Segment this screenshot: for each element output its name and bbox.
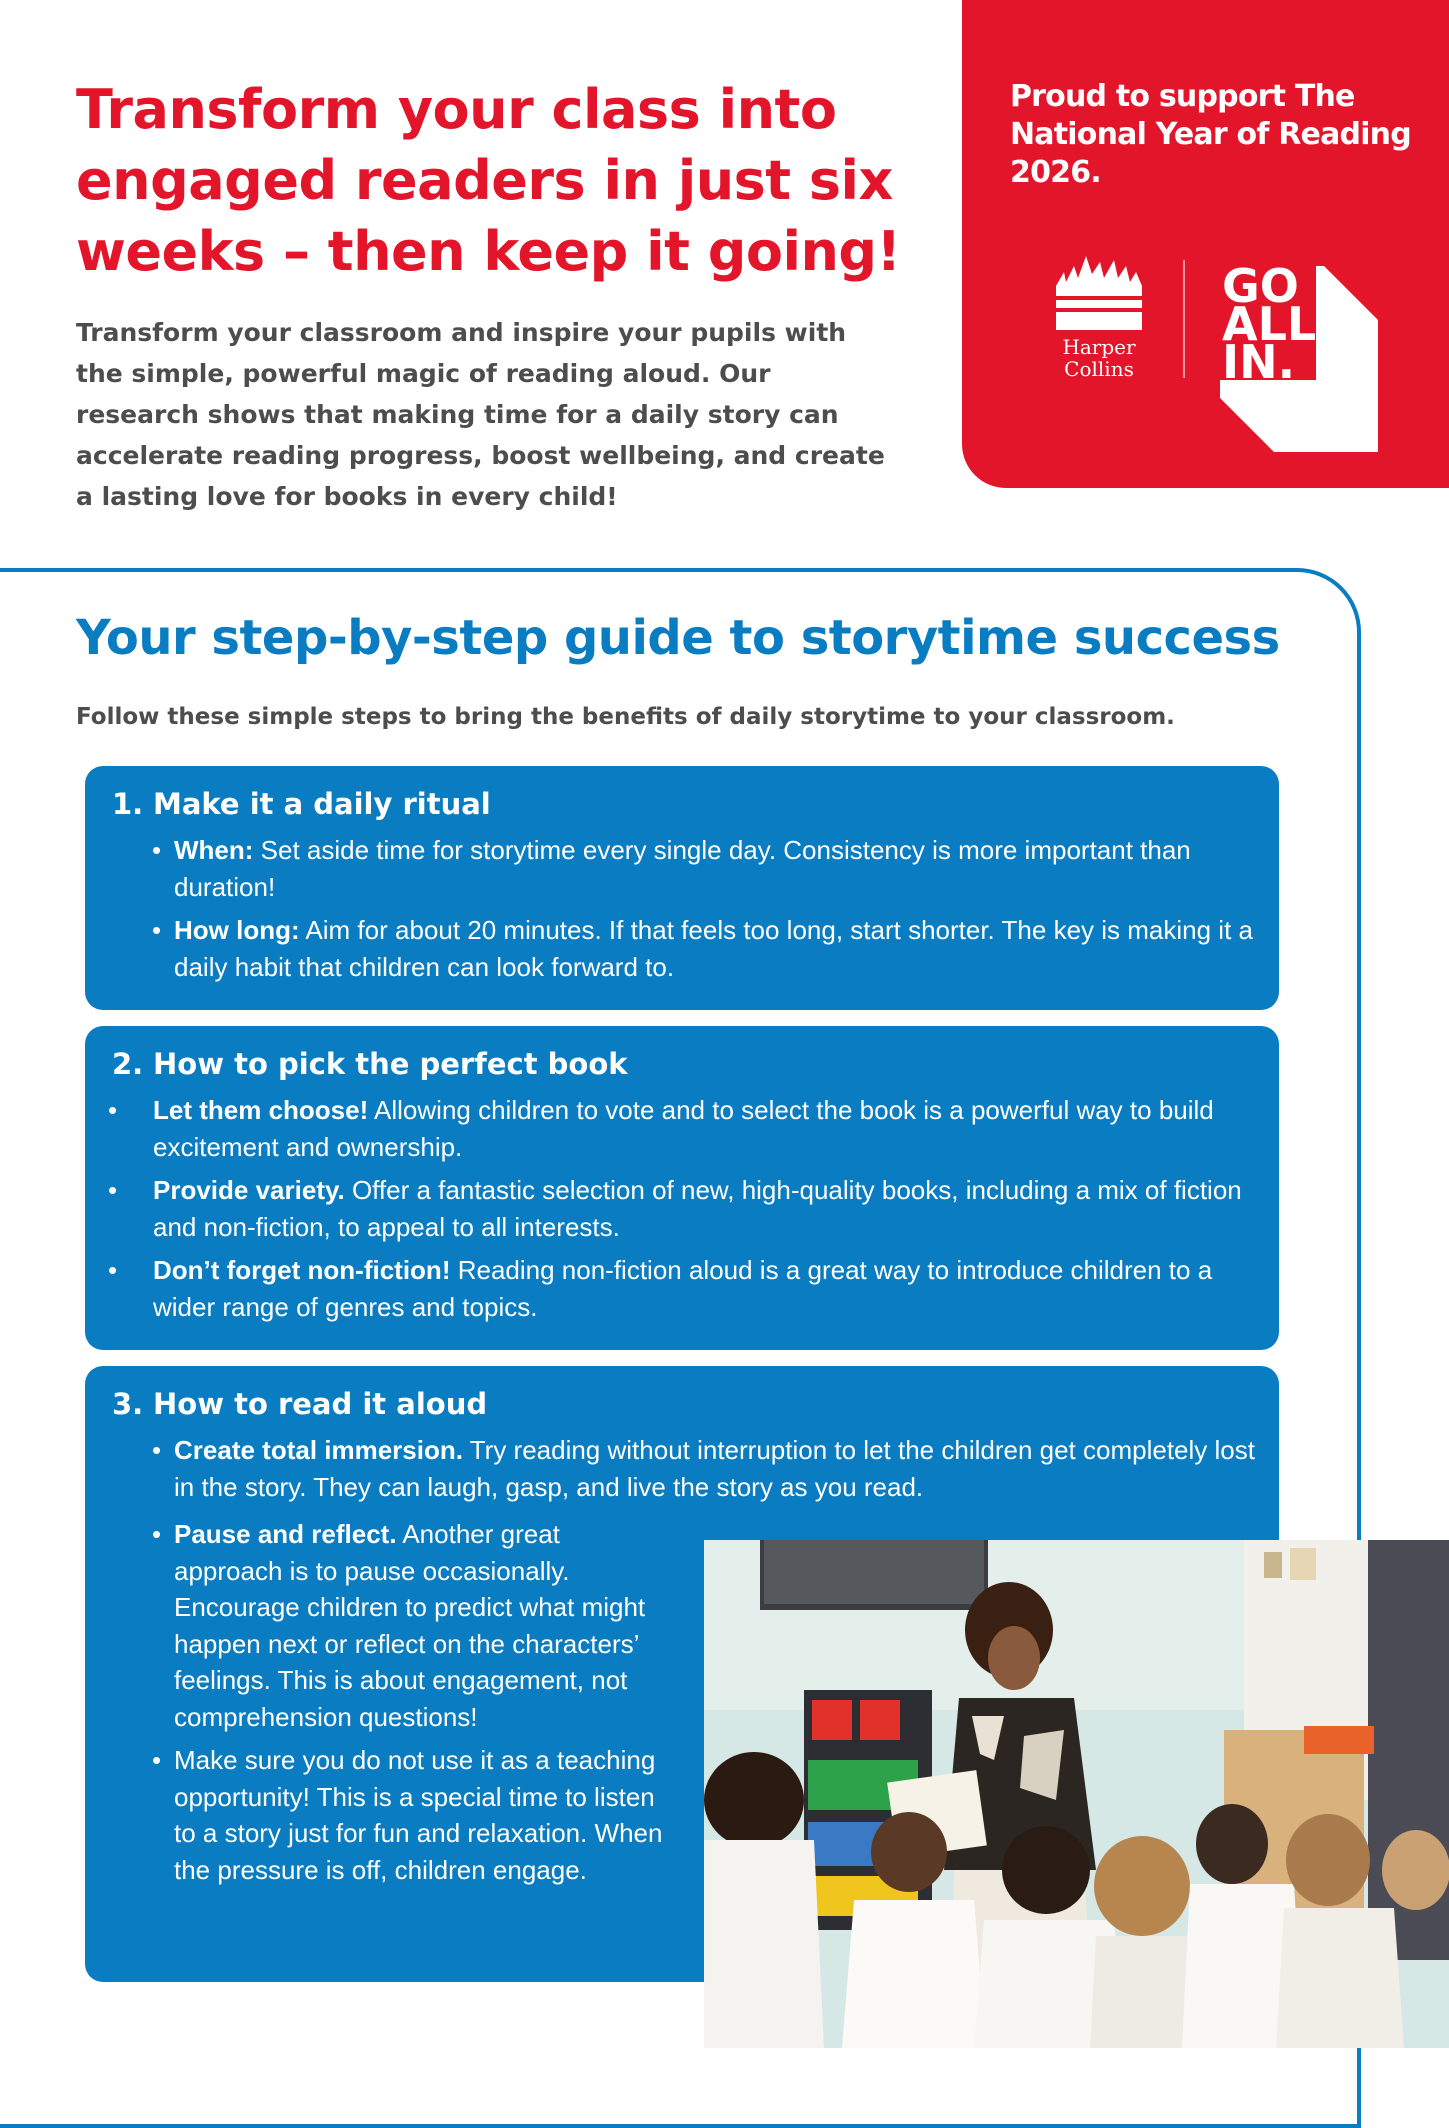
list-item [152,1432,1264,1505]
bullet-dot: • [152,915,162,945]
step-card-1 [85,766,1279,1010]
bullet-list-narrow [152,1516,664,1895]
list-item [108,1172,1253,1245]
bullet-list [108,1092,1253,1332]
intro-paragraph: Transform your classroom and inspire your pupils with the simple, powerful magic of reading aloud. Our research shows that making time for a daily story can accelerate reading progress, boost wellbeing, and create a lasting love for books in every child! [76,318,885,511]
bullet-list [152,1432,1264,1512]
step-title: Make it a daily ritual [153,787,491,821]
step-heading [112,784,491,824]
logo-word-2: Collins [1064,357,1134,381]
headline: Transform your class into engaged readers in just six weeks – then keep it going! [76,78,901,283]
bullet-dot: • [152,1745,162,1775]
step-card-2 [85,1026,1279,1350]
list-item [108,1252,1253,1325]
bullet-lead: Pause and reflect. [174,1519,397,1549]
support-panel [962,0,1449,488]
classroom-photo [704,1540,1449,2048]
bullet-text: Another great approach is to pause occasionally. Encourage children to predict what might happen next or reflect on the characters’ feelings. This is about engagement, not comprehension questions! [174,1519,646,1732]
classroom-illustration [704,1540,1449,2048]
logo-divider [1183,260,1185,378]
step-heading [112,1044,628,1084]
bullet-lead: When: [174,835,254,865]
list-item [152,1742,664,1888]
bullet-dot: • [152,835,162,865]
step-title: How to read it aloud [153,1387,488,1421]
step-heading [112,1384,487,1424]
list-item [152,912,1254,985]
bullet-dot: • [108,1175,118,1205]
bullet-dot: • [108,1095,118,1125]
guide-subtitle: Follow these simple steps to bring the benefits of daily storytime to your classroom. [76,704,1175,730]
bullet-text: Reading non-fiction aloud is a great way to introduce children to a wider range of genres and topics. [153,1255,1213,1322]
harpercollins-logo [1054,252,1144,382]
step-number: 1. [112,787,144,821]
bullet-text: Try reading without interruption to let the children get completely lost in the story. They can laugh, gasp, and live the story as you read. [174,1435,1255,1502]
bullet-text: Make sure you do not use it as a teaching opportunity! This is a special time to listen to a story just for fun and relaxation. When the pressure is off, children engage. [174,1745,663,1885]
bullet-lead: Provide variety. [153,1175,345,1205]
bullet-lead: Don’t forget non-fiction! [153,1255,451,1285]
bullet-list [152,832,1254,992]
guide-title: Your step-by-step guide to storytime success [76,610,1280,666]
logo-in: IN. [1222,335,1296,389]
step-title: How to pick the perfect book [153,1047,628,1081]
bullet-dot: • [152,1435,162,1465]
bullet-lead: How long: [174,915,300,945]
logo-word-1: Harper [1062,335,1136,359]
bullet-lead: Let them choose! [153,1095,369,1125]
bullet-text: Allowing children to vote and to select the book is a powerful way to build excitement and ownership. [153,1095,1214,1162]
bullet-text: Offer a fantastic selection of new, high-quality books, including a mix of fiction and non-fiction, to appeal to all interests. [153,1175,1242,1242]
bullet-dot: • [108,1255,118,1285]
bullet-lead: Create total immersion. [174,1435,463,1465]
logo-all: ALL [1222,297,1317,351]
step-number: 2. [112,1047,144,1081]
list-item [108,1092,1253,1165]
list-item [152,1516,664,1735]
bullet-text: Set aside time for storytime every single day. Consistency is more important than duration! [174,835,1191,902]
bullet-text: Aim for about 20 minutes. If that feels too long, start shorter. The key is making it a daily habit that children can look forward to. [174,915,1253,982]
logo-go: GO [1222,260,1299,313]
support-text: Proud to support The National Year of Reading 2026. [1010,79,1411,190]
step-number: 3. [112,1387,144,1421]
list-item [152,832,1254,905]
bullet-dot: • [152,1519,162,1549]
go-all-in-logo [1220,260,1378,452]
